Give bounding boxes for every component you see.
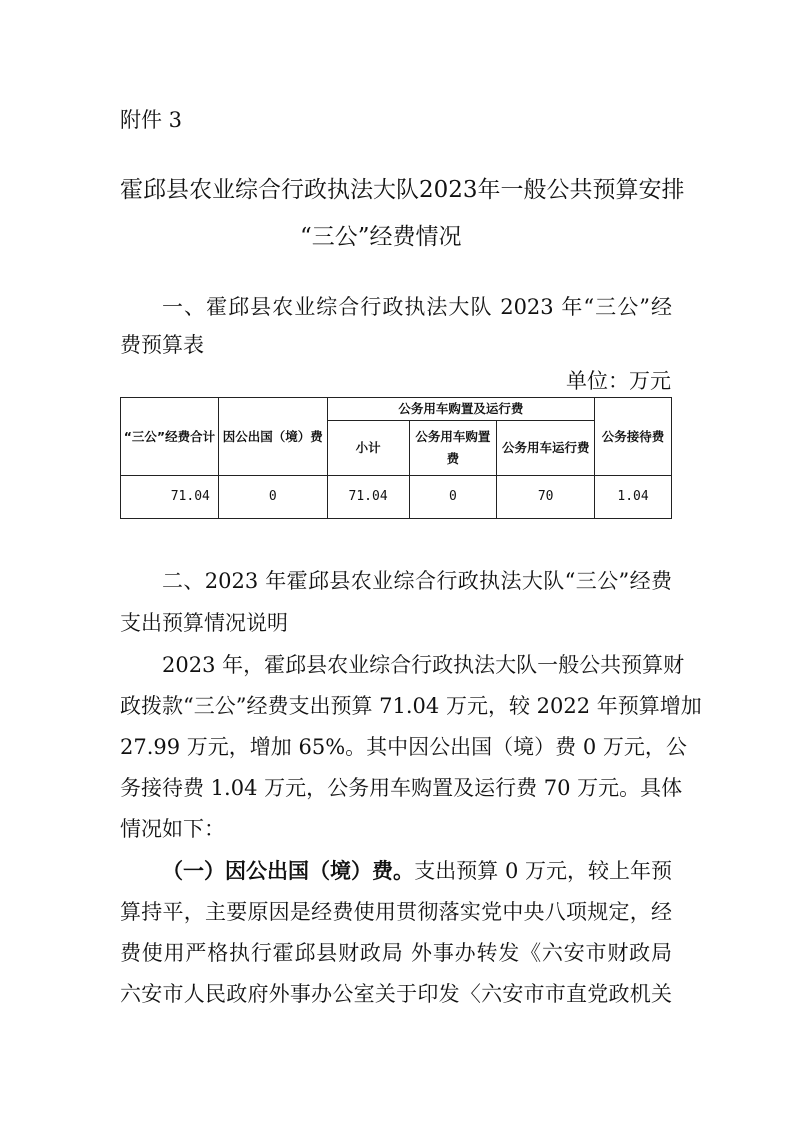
paragraph-line: 情况如下： xyxy=(120,817,225,841)
budget-table xyxy=(120,397,672,519)
header-car: 公务用车购置及运行费 xyxy=(327,398,594,421)
paragraph-line: 务接待费 1.04 万元，公务用车购置及运行费 70 万元。具体 xyxy=(120,776,683,800)
subsection1-text: 支出预算 0 万元，较上年预 xyxy=(414,859,672,883)
section1-heading-cont: 费预算表 xyxy=(120,333,204,357)
paragraph-line: 六安市人民政府外事办公室关于印发〈六安市市直党政机关 xyxy=(120,982,672,1006)
table-row xyxy=(121,476,672,519)
section1-heading: 一、霍邱县农业综合行政执法大队 2023 年“三公”经 xyxy=(162,295,672,319)
section2-heading: 二、2023 年霍邱县农业综合行政执法大队“三公”经费 xyxy=(162,569,672,593)
paragraph-line: 27.99 万元，增加 65%。其中因公出国（境）费 0 万元，公 xyxy=(120,735,687,759)
doc-title-line1: 霍邱县农业综合行政执法大队2023年一般公共预算安排 xyxy=(120,177,685,203)
header-reception: 公务接待费 xyxy=(595,398,672,476)
cell-running: 70 xyxy=(497,476,595,519)
paragraph-line: 算持平，主要原因是经费使用贯彻落实党中央八项规定，经 xyxy=(120,900,672,924)
cell-abroad: 0 xyxy=(218,476,327,519)
unit-label: 单位：万元 xyxy=(566,369,671,393)
header-abroad: 因公出国（境）费 xyxy=(218,398,327,476)
paragraph-line: 政拨款“三公”经费支出预算 71.04 万元，较 2022 年预算增加 xyxy=(120,694,702,718)
header-purchase: 公务用车购置费 xyxy=(409,421,497,476)
header-subtotal: 小计 xyxy=(327,421,409,476)
paragraph-line: 费使用严格执行霍邱县财政局 外事办转发《六安市财政局 xyxy=(120,941,672,965)
cell-total: 71.04 xyxy=(121,476,219,519)
doc-title-line2: “三公”经费情况 xyxy=(300,224,462,250)
cell-subtotal: 71.04 xyxy=(327,476,409,519)
subsection1-line xyxy=(162,857,672,885)
paragraph-line: 2023 年，霍邱县农业综合行政执法大队一般公共预算财 xyxy=(162,653,685,677)
header-total: “三公”经费合计 xyxy=(121,398,219,476)
cell-reception: 1.04 xyxy=(595,476,672,519)
attachment-label: 附件 3 xyxy=(120,108,183,132)
section2-heading-cont: 支出预算情况说明 xyxy=(120,611,288,635)
header-running: 公务用车运行费 xyxy=(497,421,595,476)
cell-purchase: 0 xyxy=(409,476,497,519)
subsection1-heading: （一）因公出国（境）费。 xyxy=(162,858,414,883)
